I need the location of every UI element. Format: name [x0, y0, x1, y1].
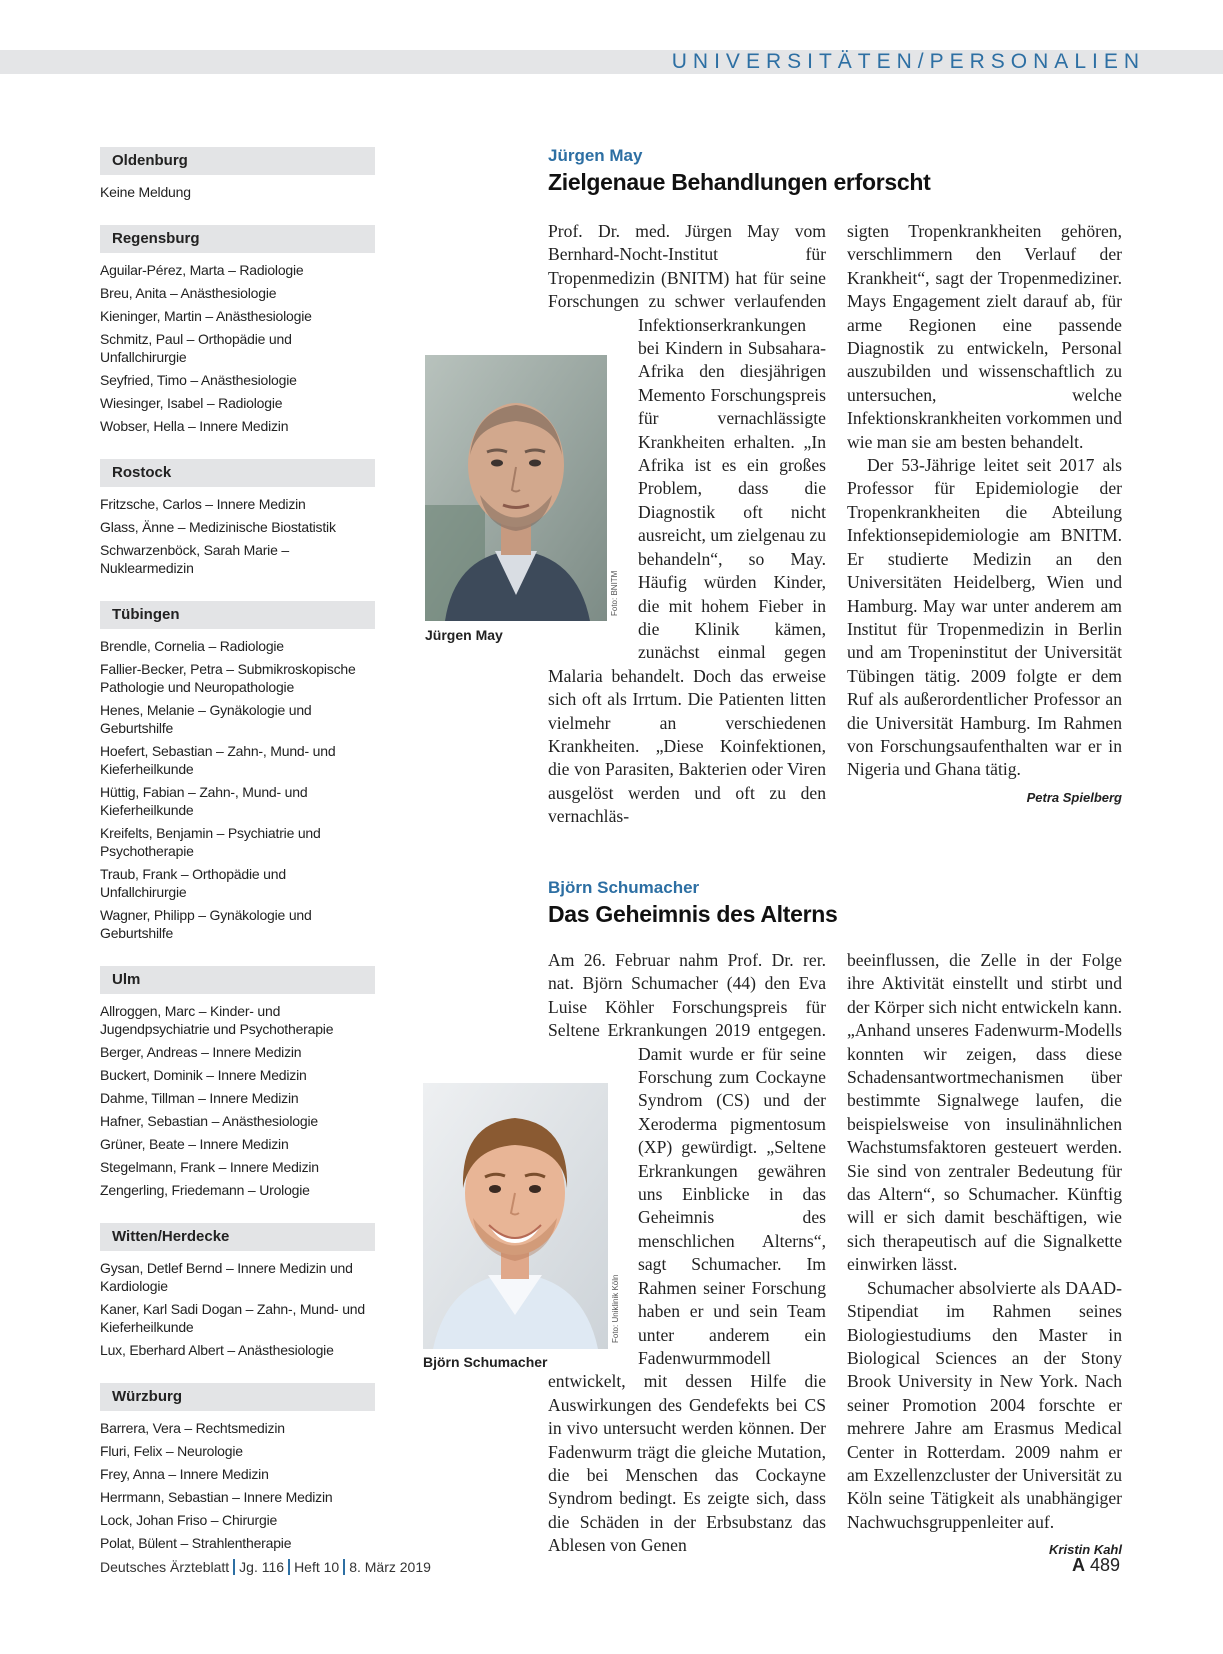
personnel-entry: Wobser, Hella – Innere Medizin: [100, 418, 289, 434]
article-may: [548, 145, 1123, 197]
personnel-entry: Henes, Melanie – Gynäkologie und Geburtshilfe: [100, 702, 312, 736]
personnel-entry: Allroggen, Marc – Kinder- und Jugendpsychiatrie und Psychotherapie: [100, 1003, 334, 1037]
author-name: Kristin Kahl: [1049, 1542, 1122, 1558]
personnel-entry: Fluri, Felix – Neurologie: [100, 1443, 243, 1459]
article-paragraph: Prof. Dr. med. Jürgen May vom Bernhard-Nocht-Institut für Tropenmedizin (BNITM) hat für seine Forschungen zu schwer verlaufenden Infektionserkrankungen bei Kindern in Subsahara-Afrika den diesjährigen Memento Forschungspreis für vernachlässigte Krankheiten erhalten. „In Afrika ist es ein großes Problem, dass die Diagnostik oft nicht ausreicht, um zielgenau zu behandeln“, so May. Häufig würden Kinder, die mit hohem Fieber in die Klinik kämen, zunächst einmal gegen Malaria behandelt. Doch das erweise sich oft als Irrtum. Die Patienten litten vielmehr an verschiedenen Krankheiten. „Diese Koinfektionen, die von Parasiten, Bakterien oder Viren ausgelöst werden und oft zu den vernachläs-: [548, 221, 826, 827]
personnel-entry: Fallier-Becker, Petra – Submikroskopische Pathologie und Neuropathologie: [100, 661, 356, 695]
city-header: Rostock: [100, 459, 375, 487]
personnel-entry: Stegelmann, Frank – Innere Medizin: [100, 1159, 319, 1175]
page-number: A 489: [1071, 1555, 1120, 1575]
personnel-entry: Glass, Änne – Medizinische Biostatistik: [100, 519, 336, 535]
city-block: [100, 225, 375, 440]
article-headline: Zielgenaue Behandlungen erforscht: [548, 169, 931, 195]
personnel-entry: Hafner, Sebastian – Anästhesiologie: [100, 1113, 318, 1129]
personnel-entry: Kaner, Karl Sadi Dogan – Zahn-, Mund- und Kieferheilkunde: [100, 1301, 365, 1335]
article-body-column-2: [847, 220, 1122, 809]
personnel-entry: Dahme, Tillman – Innere Medizin: [100, 1090, 299, 1106]
city-block: [100, 966, 375, 1204]
photo-credit: Foto: BNITM: [610, 570, 619, 616]
article-body-column-1: [548, 949, 826, 1558]
city-header: Oldenburg: [100, 147, 375, 175]
article-schumacher: [548, 877, 1123, 929]
personnel-entry: Lux, Eberhard Albert – Anästhesiologie: [100, 1342, 334, 1358]
article-body-column-1: [548, 220, 826, 829]
article-paragraph: Am 26. Februar nahm Prof. Dr. rer. nat. Björn Schumacher (44) den Eva Luise Köhler Forschungspreis für Seltene Erkrankungen 2019 entgegen. Damit wurde er für seine Forschung zum Cockayne Syndrom (CS) und der Xeroderma pigmentosum (XP) gewürdigt. „Seltene Erkrankungen gewähren uns Einblicke in das Geheimnis des menschlichen Alterns“, sagt Schumacher. Im Rahmen seiner Forschung haben er und sein Team unter anderem ein Fadenwurmmodell entwickelt, mit dessen Hilfe die Auswirkungen des Gendefekts bei CS in vivo untersucht werden können. Der Fadenwurm trägt die gleiche Mutation, die bei Menschen das Cockayne Syndrom bedingt. Es zeigte sich, dass die Schäden in der Erbsubstanz das Ablesen von Genen: [548, 950, 826, 1556]
personnel-entry: Herrmann, Sebastian – Innere Medizin: [100, 1489, 333, 1505]
personnel-entry: Wiesinger, Isabel – Radiologie: [100, 395, 283, 411]
article-headline: Das Geheimnis des Alterns: [548, 901, 838, 927]
photo-caption: Jürgen May: [425, 627, 503, 643]
section-title: UNIVERSITÄTEN/PERSONALIEN: [671, 50, 1145, 73]
photo-caption: Björn Schumacher: [423, 1354, 548, 1370]
personnel-entry: Frey, Anna – Innere Medizin: [100, 1466, 269, 1482]
personnel-entry: Fritzsche, Carlos – Innere Medizin: [100, 496, 306, 512]
city-block: [100, 1383, 375, 1557]
article-paragraph: sigten Tropenkrankheiten gehören, verschlimmern den Verlauf der Krankheit“, sagt der Tropenmediziner. Mays Engagement zielt darauf ab, für arme Regionen eine passende Diagnostik zu entwickeln, Personal auszubilden und wissenschaftlich zu untersuchen, welche Infektionskrankheiten vorkommen und wie man sie am besten behandelt.: [847, 221, 1122, 452]
personnel-entry: Hüttig, Fabian – Zahn-, Mund- und Kieferheilkunde: [100, 784, 308, 818]
city-block: [100, 459, 375, 582]
city-header: Witten/Herdecke: [100, 1223, 375, 1251]
personnel-entry: Aguilar-Pérez, Marta – Radiologie: [100, 262, 304, 278]
city-block: [100, 147, 375, 206]
personnel-entry: Wagner, Philipp – Gynäkologie und Geburtshilfe: [100, 907, 312, 941]
personnel-entry: Gysan, Detlef Bernd – Innere Medizin und Kardiologie: [100, 1260, 353, 1294]
city-header: Tübingen: [100, 601, 375, 629]
issue-date: 8. März 2019: [349, 1559, 431, 1575]
personnel-entry: Polat, Bülent – Strahlentherapie: [100, 1535, 292, 1551]
article-person-name: Jürgen May: [548, 146, 643, 165]
personalien-sidebar: [100, 147, 375, 1576]
city-header: Regensburg: [100, 225, 375, 253]
article-person-name: Björn Schumacher: [548, 878, 700, 897]
city-block: [100, 1223, 375, 1364]
city-block: [100, 601, 375, 947]
personnel-entry: Schmitz, Paul – Orthopädie und Unfallchirurgie: [100, 331, 292, 365]
page-footer: [100, 1559, 431, 1575]
journal-volume: Jg. 116: [239, 1559, 285, 1575]
personnel-entry: Zengerling, Friedemann – Urologie: [100, 1182, 310, 1198]
photo-credit: Foto: Uniklinik Köln: [611, 1274, 620, 1343]
city-header: Ulm: [100, 966, 375, 994]
article-paragraph: Der 53-Jährige leitet seit 2017 als Professor für Epidemiologie der Tropenkrankheiten die Abteilung Infektionsepidemiologie am BNITM. Er studierte Medizin an den Universitäten Heidelberg, Wien und Hamburg. May war unter anderem am Institut für Tropenmedizin in Berlin und am Tropeninstitut der Universität Tübingen tätig. 2009 folgte er dem Ruf als außerordentlicher Professor an die Universität Hamburg. Im Rahmen von Forschungsaufenthalten war er in Nigeria und Ghana tätig. Petra Spielberg: [847, 454, 1122, 782]
personnel-entry: Keine Meldung: [100, 184, 191, 200]
city-header: Würzburg: [100, 1383, 375, 1411]
personnel-entry: Breu, Anita – Anästhesiologie: [100, 285, 277, 301]
article-paragraph: beeinflussen, die Zelle in der Folge ihre Aktivität einstellt und stirbt und der Körper sich nicht entwickeln kann. „Anhand unseres Fadenwurm-Modells konnten wir zeigen, dass diese Schadensantwortmechanismen über bestimmte Signalwege laufen, die beispielsweise von insulinähnlichen Wachstumsfaktoren gesteuert werden. Sie sind von zentraler Bedeutung für das Altern“, so Schumacher. Künftig will er sich damit beschäftigen, wie sich therapeutisch auf die Signalkette einwirken lässt.: [847, 950, 1122, 1275]
personnel-entry: Brendle, Cornelia – Radiologie: [100, 638, 284, 654]
personnel-entry: Seyfried, Timo – Anästhesiologie: [100, 372, 297, 388]
personnel-entry: Barrera, Vera – Rechtsmedizin: [100, 1420, 285, 1436]
personnel-entry: Kieninger, Martin – Anästhesiologie: [100, 308, 312, 324]
author-name: Petra Spielberg: [1026, 789, 1122, 805]
personnel-entry: Grüner, Beate – Innere Medizin: [100, 1136, 289, 1152]
journal-name: Deutsches Ärzteblatt: [100, 1559, 230, 1575]
journal-issue: Heft 10: [294, 1559, 340, 1575]
article-body-column-2: [847, 949, 1122, 1562]
personnel-entry: Kreifelts, Benjamin – Psychiatrie und Psychotherapie: [100, 825, 321, 859]
personnel-entry: Schwarzenböck, Sarah Marie – Nuklearmedizin: [100, 542, 289, 576]
article-paragraph: Schumacher absolvierte als DAAD-Stipendiat im Rahmen seines Biologiestudiums den Master in Biological Sciences an der Stony Brook University in New York. Nach seiner Promotion 2004 forschte er mehrere Jahre am Erasmus Medical Center in Rotterdam. 2009 nahm er am Exzellenzcluster der Universität zu Köln seine Tätigkeit als unabhängiger Nachwuchsgruppenleiter auf. Kristin Kahl: [847, 1277, 1122, 1534]
personnel-entry: Lock, Johan Friso – Chirurgie: [100, 1512, 278, 1528]
personnel-entry: Berger, Andreas – Innere Medizin: [100, 1044, 302, 1060]
personnel-entry: Traub, Frank – Orthopädie und Unfallchirurgie: [100, 866, 286, 900]
personnel-entry: Hoefert, Sebastian – Zahn-, Mund- und Kieferheilkunde: [100, 743, 336, 777]
personnel-entry: Buckert, Dominik – Innere Medizin: [100, 1067, 307, 1083]
